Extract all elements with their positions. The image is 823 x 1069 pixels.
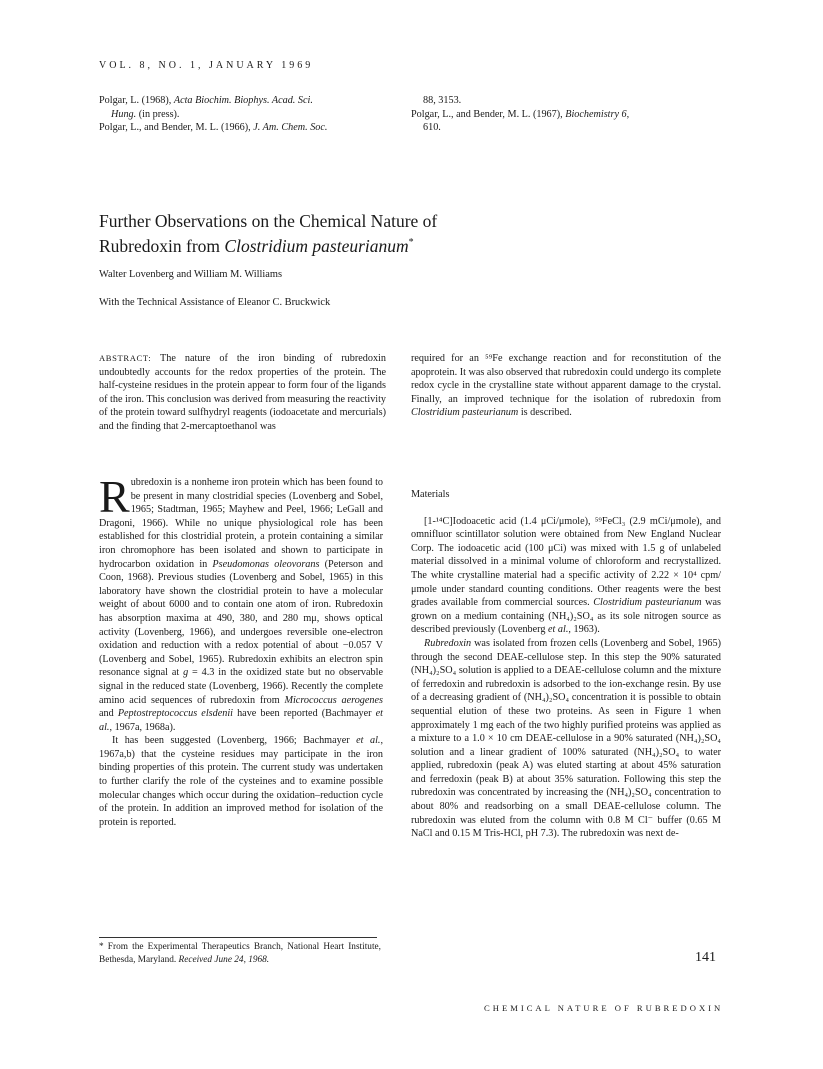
article-title	[99, 211, 559, 257]
intro-paragraph-2: It has been suggested (Lovenberg, 1966; Bachmayer et al., 1967a,b) that the cysteine residues may participate in the iron binding properties of this protein. The current study was undertaken to further clarify the role of the cysteines and to examine possible molecular changes which occur during the oxidation–reduction cycle of the protein. In addition an improved method for isolation of the protein is reported.	[99, 735, 384, 828]
footnote-divider	[99, 937, 377, 938]
references-right	[411, 94, 721, 135]
materials-paragraph-2: Rubredoxin was isolated from frozen cells (Lovenberg and Sobel, 1965) through the second DEAE-cellulose step. In this step the 90% saturated (NH₄)₂SO₄ solution is applied to a DEAE-cellulose column and the mixture of ferredoxin and rubredoxin is adsorbed to the ion-exchange resin. By use of a decreasing gradient of (NH₄)₂SO₄ concentration it is possible to obtain sequential elution of these two proteins. As seen in Figure 1 when approximately 1 mg each of the two highly purified proteins was applied as a mixture to a 1.0 × 10 cm DEAE-cellulose in a 90% saturated (NH₄)₂SO₄ solution and a linear gradient of 100% saturated (NH₄)₂SO₄ to water applied, rubredoxin (peak A) was eluted starting at about 45% saturation and ferredoxin (peak B) at about 35% saturation. Following this step the rubredoxin was concentrated by increasing the (NH₄)₂SO₄ concentration to about 80% and readsorbing on a small DEAE-cellulose column. The rubredoxin was eluted from the column with 0.8 M Cl⁻ buffer (0.65 M NaCl and 0.15 M Tris-HCl, pH 7.3). The rubredoxin was next de-	[411, 637, 721, 840]
drop-cap: R	[99, 471, 130, 522]
intro-paragraph-1: Rubredoxin is a nonheme iron protein which has been found to be present in many clostridial species (Lovenberg and Sobel, 1965; Stadtman, 1965; Mayhew and Peel, 1966; LeGall and Dragoni, 1966). While no unique physiological role has been established for this clostridial protein, a protein containing a similar iron chromophore has been isolated and shown to participate in hydrocarbon oxidation in Pseudomonas oleovorans (Peterson and Coon, 1968). Previous studies (Lovenberg and Sobel, 1965) in this laboratory have shown the clostridial protein to have a molecular weight of about 6000 and to contain one atom of iron. Rubredoxin has absorption maxima at 490, 380, and 280 mμ, shows optical activity (Lovenberg, 1966), and undergoes reversible one-electron oxidation and reduction with a redox potential of about −0.057 V (Lovenberg and Sobel, 1965). Rubredoxin exhibits an electron spin resonance signal at g = 4.3 in the oxidized state but no observable signal in the reduced state (Lovenberg, 1966). Recently the complete amino acid sequences of rubredoxin from Micrococcus aerogenes and Peptostreptococcus elsdenii have been reported (Bachmayer et al., 1967a, 1968a).	[99, 471, 384, 733]
references-left	[99, 94, 389, 135]
materials-paragraph-1: [1-¹⁴C]Iodoacetic acid (1.4 μCi/μmole), ⁵⁹FeCl₃ (2.9 mCi/μmole), and omnifluor scintillator solution were obtained from New England Nuclear Corp. The iodoacetic acid (100 μCi) was mixed with 1.5 g of unlabeled material dissolved in a minimal volume of chloroform and recrystallized. The white crystalline material had a specific activity of 2.22 × 10⁴ cpm/μmole under standard counting conditions. Other reagents were the best grades available from commercial sources. Clostridium pasteurianum was grown on a medium containing (NH₄)₂SO₄ as its sole nitrogen source as described previously (Lovenberg et al., 1963).	[411, 515, 722, 636]
reference-item: Polgar, L., and Bender, M. L. (1967), Biochemistry 6,	[411, 108, 630, 120]
materials-section	[411, 488, 721, 841]
title-line-2: Rubredoxin from Clostridium pasteurianum*	[99, 235, 414, 256]
reference-continuation: 610.	[423, 122, 441, 134]
reference-continuation: Hung. (in press).	[111, 108, 180, 120]
reference-item: Polgar, L., and Bender, M. L. (1966), J. Am. Chem. Soc.	[99, 122, 328, 134]
footnote: * From the Experimental Therapeutics Branch, National Heart Institute, Bethesda, Maryland. Received June 24, 1968.	[99, 942, 381, 965]
materials-heading: Materials	[411, 489, 450, 500]
authors: Walter Lovenberg and William M. Williams	[99, 269, 283, 280]
title-line-1: Further Observations on the Chemical Nature of	[99, 211, 438, 231]
reference-item: Polgar, L. (1968), Acta Biochim. Biophys. Acad. Sci.	[99, 95, 313, 106]
introduction	[99, 471, 384, 829]
running-header: VOL. 8, NO. 1, JANUARY 1969	[99, 60, 314, 71]
running-footer: CHEMICAL NATURE OF RUBREDOXIN	[484, 1003, 724, 1013]
page-number: 141	[695, 950, 716, 965]
reference-continuation: 88, 3153.	[423, 95, 462, 106]
technical-assistance: With the Technical Assistance of Eleanor C. Bruckwick	[99, 297, 331, 308]
abstract-label: ABSTRACT:	[99, 353, 152, 363]
abstract-left: ABSTRACT: The nature of the iron binding of rubredoxin undoubtedly accounts for the redox properties of the protein. The half-cysteine residues in the protein appear to form four of the ligands of the iron. This conclusion was derived from measuring the reactivity of the protein toward sulfhydryl reagents (iodoacetate and mercurials) and the finding that 2-mercaptoethanol was	[99, 353, 386, 432]
abstract-right: required for an ⁵⁹Fe exchange reaction and for reconstitution of the apoprotein. It was also observed that rubredoxin could undergo its complete redox cycle in the crystalline state without apparent damage to the crystal. Finally, an improved technique for the isolation of rubredoxin from Clostridium pasteurianum is described.	[411, 353, 721, 419]
